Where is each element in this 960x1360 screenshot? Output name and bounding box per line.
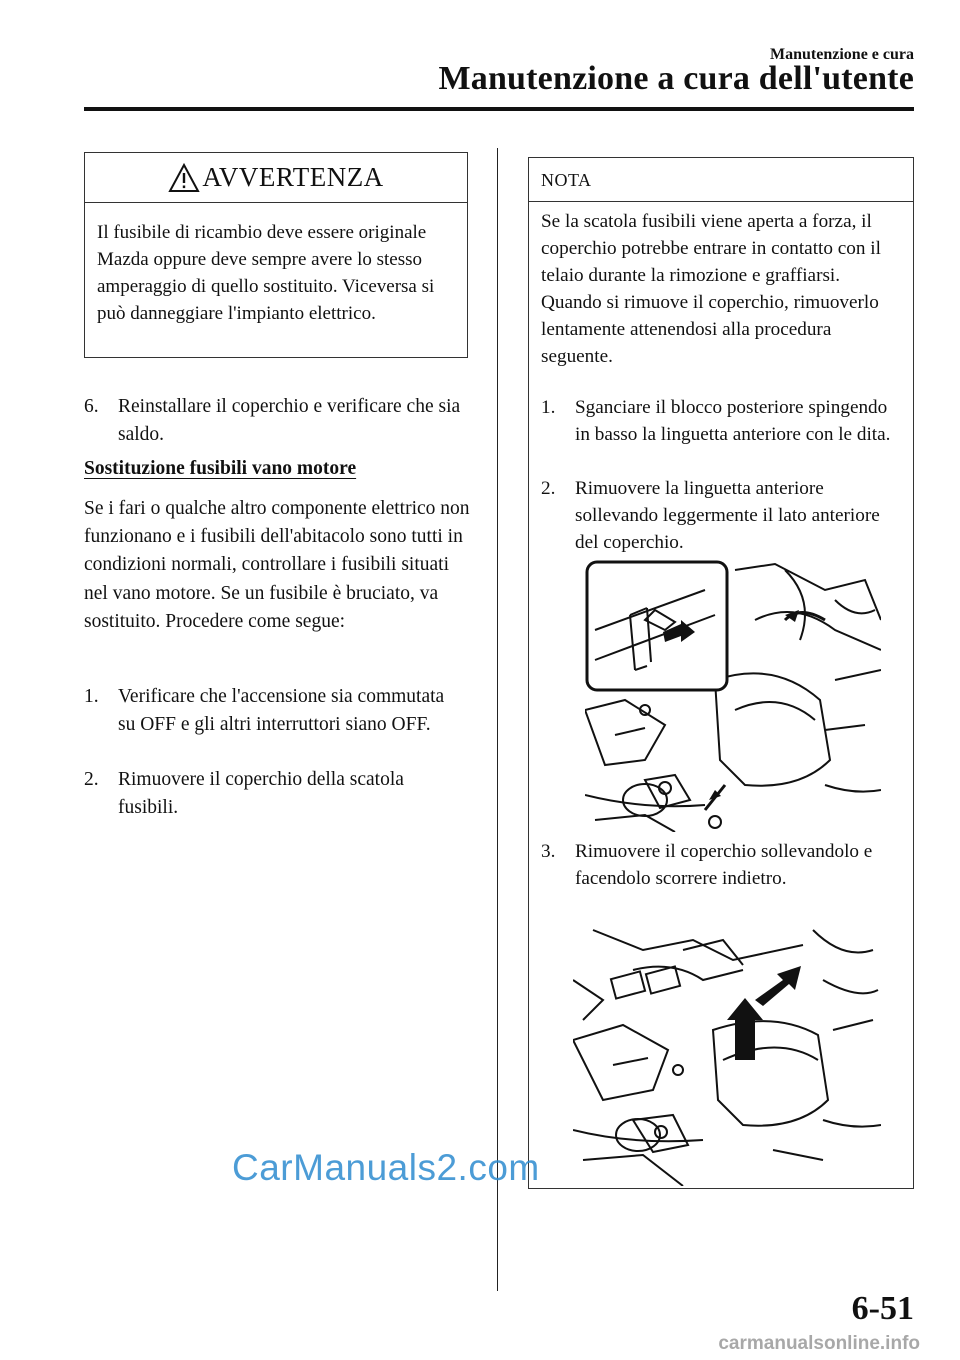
warning-label: AVVERTENZA: [202, 162, 384, 192]
warning-box: [84, 152, 468, 358]
step-number: 2.: [541, 478, 556, 499]
fuse-box-tab-illustration: [585, 560, 881, 832]
header-divider: [84, 107, 914, 111]
section-paragraph: Se i fari o qualche altro componente elettrico non funzionano e i fusibili dell'abitacolo sono tutti in condizioni normali, controllare i fusibili situati nel vano motore. Se un fusibile è bruciato, va sostituito. Procedere come segue:: [84, 498, 470, 632]
step-number: 6.: [84, 396, 99, 417]
section-heading: Sostituzione fusibili vano motore: [84, 458, 357, 479]
step-6: [84, 393, 464, 449]
step-2: [84, 766, 464, 822]
note-text: Se la scatola fusibili viene aperta a forza, il coperchio potrebbe entrare in contatto con il telaio durante la rimozione e graffiarsi. Quando si rimuove il coperchio, rimuoverlo lentamente attenendosi alla procedura seguente.: [541, 211, 881, 367]
warning-triangle-icon: [168, 163, 200, 193]
note-box: [528, 157, 914, 1189]
note-step-1: [541, 394, 901, 448]
note-step-2: [541, 475, 901, 556]
cover-removal-illustration: [573, 920, 881, 1186]
warning-text: Il fusibile di ricambio deve essere originale Mazda oppure deve sempre avere lo stesso amperaggio di quello sostituito. Viceversa si può danneggiare l'impianto elettrico.: [97, 222, 435, 324]
step-text: Rimuovere la linguetta anteriore sollevando leggermente il lato anteriore del coperchio.: [575, 478, 880, 553]
page-number: 6-51: [851, 1290, 914, 1327]
step-number: 2.: [84, 769, 99, 790]
footer-url: carmanualsonline.info: [718, 1333, 920, 1354]
step-text: Sganciare il blocco posteriore spingendo in basso la linguetta anteriore con le dita.: [575, 397, 891, 445]
step-text: Reinstallare il coperchio e verificare che sia saldo.: [118, 396, 461, 445]
note-label: NOTA: [529, 158, 913, 202]
warning-header: [85, 153, 467, 203]
column-divider: [497, 148, 498, 1291]
step-text: Verificare che l'accensione sia commutata su OFF e gli altri interruttori siano OFF.: [118, 686, 445, 735]
note-step-3: [541, 838, 901, 892]
page-title: Manutenzione a cura dell'utente: [438, 60, 914, 97]
step-text: Rimuovere il coperchio della scatola fusibili.: [118, 769, 404, 818]
step-text: Rimuovere il coperchio sollevandolo e facendolo scorrere indietro.: [575, 841, 873, 889]
header-section: Manutenzione e cura: [770, 46, 914, 63]
step-1: [84, 683, 464, 739]
watermark: CarManuals2.com: [232, 1147, 540, 1188]
step-number: 1.: [541, 397, 556, 418]
step-number: 1.: [84, 686, 99, 707]
step-number: 3.: [541, 841, 556, 862]
